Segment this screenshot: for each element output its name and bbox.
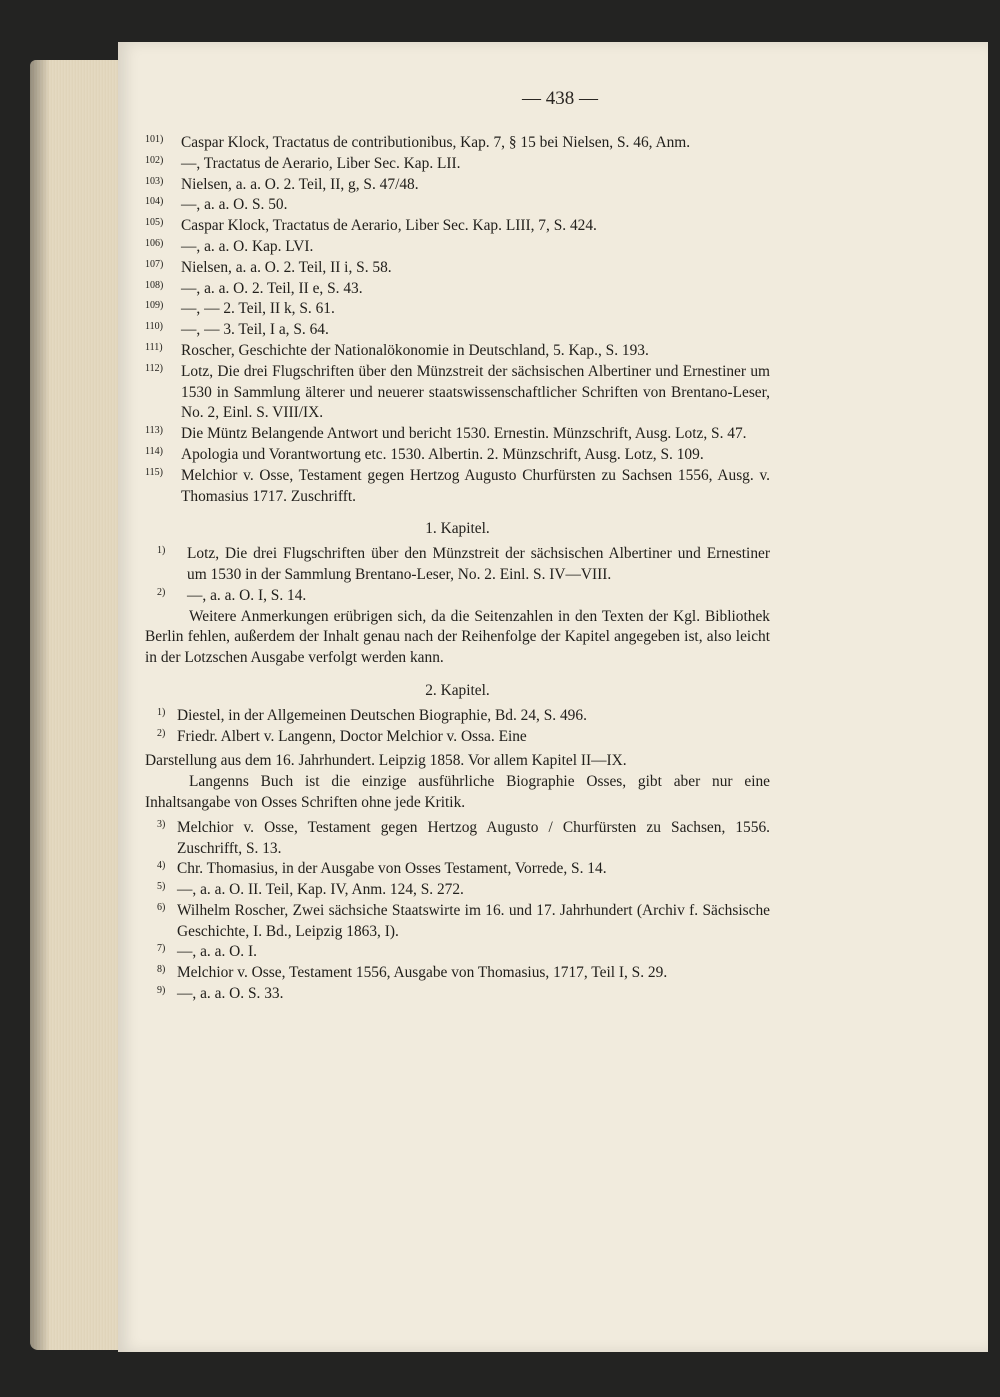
- footnote-number: 1): [157, 545, 166, 557]
- footnote-number: 115): [145, 466, 163, 478]
- footnote-number: 9): [157, 985, 166, 997]
- footnote: [145, 586, 770, 607]
- footnote-number: 3): [157, 818, 166, 830]
- chapter-2-notes: [145, 706, 770, 1005]
- footnote-text: Nielsen, a. a. O. 2. Teil, II, g, S. 47/48.: [181, 175, 419, 193]
- footnote: [145, 320, 770, 341]
- footnote: [145, 942, 770, 963]
- footnote-number: 105): [145, 217, 164, 229]
- footnote-text: —, a. a. O. 2. Teil, II e, S. 43.: [181, 279, 363, 297]
- footnote-number: 6): [157, 901, 166, 913]
- footnote: [145, 237, 770, 258]
- footnote: [145, 706, 770, 727]
- footnote-text: Friedr. Albert v. Langenn, Doctor Melchior v. Ossa. Eine: [177, 727, 527, 745]
- footnote-text: Apologia und Vorantwortung etc. 1530. Albertin. 2. Münzschrift, Ausg. Lotz, S. 109.: [181, 445, 704, 463]
- footnote-number: 2): [157, 727, 166, 739]
- notes-section-a: [145, 133, 770, 507]
- footnote-number: 114): [145, 445, 163, 457]
- footnote: [145, 341, 770, 362]
- footnote-text: —, a. a. O. S. 50.: [181, 196, 288, 214]
- footnote-text: —, a. a. O. I.: [177, 943, 257, 961]
- footnote-number: 101): [145, 134, 164, 145]
- chapter-1-heading: 1. Kapitel.: [425, 520, 490, 538]
- footnote-number: 104): [145, 196, 164, 208]
- footnote-text: —, — 3. Teil, I a, S. 64.: [181, 321, 329, 339]
- footnotes-block: [145, 133, 770, 1005]
- footnote-number: 5): [157, 881, 166, 893]
- footnote: [145, 154, 770, 175]
- continuation-line: Darstellung aus dem 16. Jahrhundert. Leipzig 1858. Vor allem Kapitel II—IX.: [145, 752, 627, 770]
- footnote: [145, 175, 770, 196]
- footnote-text: Roscher, Geschichte der Nationalökonomie in Deutschland, 5. Kap., S. 193.: [181, 341, 649, 359]
- footnote: [145, 133, 770, 154]
- footnote-text: Lotz, Die drei Flugschriften über den Münzstreit der sächsischen Albertiner und Ernestiner um 1530 in der Sammlung Brentano-Leser, No. 2. Einl. S. IV—VIII.: [187, 545, 770, 583]
- footnote-text: Lotz, Die drei Flugschriften über den Münzstreit der sächsischen Albertiner und Ernestiner um 1530 in Sammlung älterer und neuerer staatswissenschaftlicher Schriften von Brentano-Leser, No. 2, Einl. S. VIII/IX.: [181, 362, 770, 422]
- footnote: [145, 859, 770, 880]
- footnote: [145, 901, 770, 943]
- footnote-number: 106): [145, 237, 164, 249]
- footnote-number: 7): [157, 943, 166, 955]
- footnote-number: 111): [145, 341, 163, 353]
- footnote-text: —, a. a. O. S. 33.: [177, 985, 284, 1003]
- footnote-text: —, — 2. Teil, II k, S. 61.: [181, 300, 335, 318]
- footnote-number: 1): [157, 706, 166, 718]
- footnote: [145, 216, 770, 237]
- footnote: [145, 195, 770, 216]
- footnote-number: 112): [145, 362, 163, 374]
- footnote-number: 102): [145, 154, 164, 166]
- footnote-text: Melchior v. Osse, Testament gegen Hertzog Augusto Churfürsten zu Sachsen 1556, Ausg. v. Thomasius 1717. Zuschrifft.: [181, 466, 770, 505]
- footnote: [145, 258, 770, 279]
- footnote-number: 108): [145, 279, 164, 291]
- footnote-text: Melchior v. Osse, Testament 1556, Ausgabe von Thomasius, 1717, Teil I, S. 29.: [177, 964, 668, 982]
- footnote-text: Chr. Thomasius, in der Ausgabe von Osses Testament, Vorrede, S. 14.: [177, 860, 607, 878]
- footnote: [145, 299, 770, 320]
- footnote-text: Die Müntz Belangende Antwort und bericht 1530. Ernestin. Münzschrift, Ausg. Lotz, S. 47.: [181, 425, 747, 443]
- footnote-number: 110): [145, 321, 163, 333]
- footnote-number: 4): [157, 860, 166, 872]
- footnote: [145, 279, 770, 300]
- footnote-text: Caspar Klock, Tractatus de contributionibus, Kap. 7, § 15 bei Nielsen, S. 46, Anm.: [181, 134, 691, 151]
- page-number: — 438 —: [522, 88, 598, 109]
- footnote-number: 8): [157, 964, 166, 976]
- footnote: [145, 880, 770, 901]
- footnote: [145, 984, 770, 1005]
- footnote: [145, 818, 770, 860]
- chapter-1-notes: [145, 544, 770, 669]
- book-spine-shadow: [30, 60, 50, 1350]
- footnote-number: 103): [145, 175, 164, 187]
- footnote-number: 109): [145, 300, 164, 312]
- chapter-2-heading: 2. Kapitel.: [425, 681, 490, 699]
- footnote: [145, 362, 770, 424]
- footnote-text: Diestel, in der Allgemeinen Deutschen Biographie, Bd. 24, S. 496.: [177, 706, 587, 724]
- chapter-2-paragraph: Langenns Buch ist die einzige ausführliche Biographie Osses, gibt aber nur eine Inhaltsangabe von Osses Schriften ohne jede Kritik.: [145, 773, 770, 811]
- chapter-1-paragraph: Weitere Anmerkungen erübrigen sich, da die Seitenzahlen in den Texten der Kgl. Bibliothek Berlin fehlen, außerdem der Inhalt genau nach der Reihenfolge der Kapitel angegeben ist, also leicht in der Lotzschen Ausgabe verfolgt werden kann.: [145, 607, 770, 667]
- footnote-text: Wilhelm Roscher, Zwei sächsiche Staatswirte im 16. und 17. Jahrhundert (Archiv f. Sächsische Geschichte, I. Bd., Leipzig 1863, I).: [177, 901, 770, 940]
- footnote-number: 2): [157, 586, 166, 598]
- footnote-text: —, a. a. O. Kap. LVI.: [181, 237, 314, 255]
- footnote-text: —, a. a. O. II. Teil, Kap. IV, Anm. 124, S. 272.: [177, 881, 464, 899]
- footnote: [145, 445, 770, 466]
- footnote-text: Caspar Klock, Tractatus de Aerario, Liber Sec. Kap. LIII, 7, S. 424.: [181, 217, 597, 235]
- footnote-text: Melchior v. Osse, Testament gegen Hertzog Augusto / Churfürsten zu Sachsen, 1556. Zuschrifft, S. 13.: [177, 818, 770, 857]
- footnote: [145, 466, 770, 508]
- footnote-number: 107): [145, 258, 164, 270]
- footnote: [145, 544, 770, 586]
- footnote-number: 113): [145, 425, 163, 437]
- footnote-text: —, Tractatus de Aerario, Liber Sec. Kap. LII.: [181, 154, 461, 172]
- footnote: [145, 963, 770, 984]
- footnote: [145, 424, 770, 445]
- footnote-text: Nielsen, a. a. O. 2. Teil, II i, S. 58.: [181, 258, 392, 276]
- footnote-text: —, a. a. O. I, S. 14.: [187, 586, 307, 604]
- footnote: [145, 727, 770, 748]
